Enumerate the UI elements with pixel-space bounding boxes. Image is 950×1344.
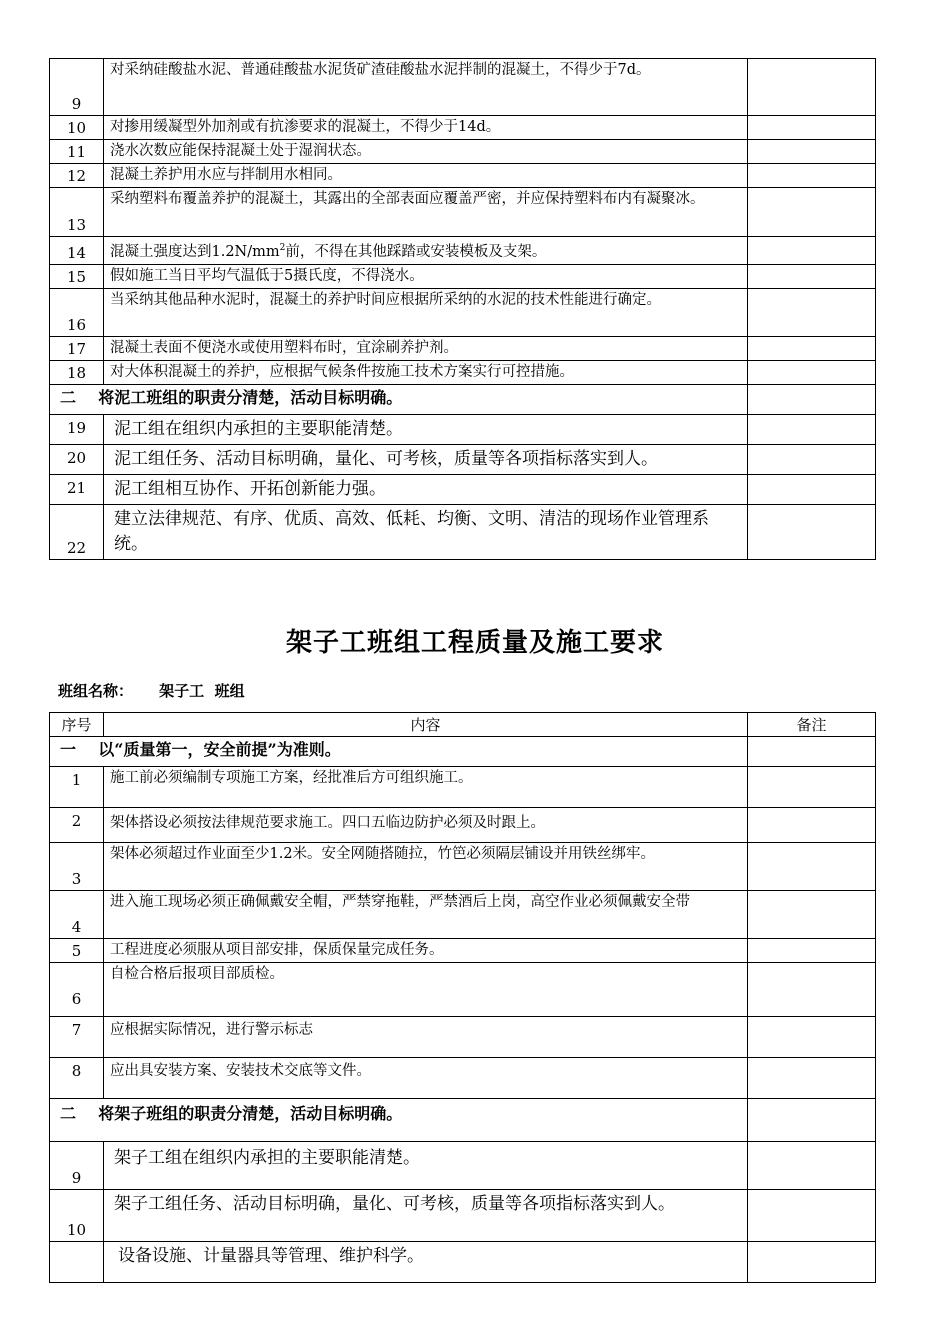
table-row xyxy=(50,444,876,474)
row-remark xyxy=(748,288,876,336)
row-content: 架体必须超过作业面至少1.2米。安全网随搭随拉，竹笆必须隔层铺设并用铁丝绑牢。 xyxy=(104,843,748,891)
team-name xyxy=(58,680,245,701)
table-row xyxy=(50,808,876,843)
row-content: 对掺用缓凝型外加剂或有抗渗要求的混凝土，不得少于14d。 xyxy=(104,116,748,140)
section-number: 二 xyxy=(60,387,77,407)
row-number: 14 xyxy=(50,237,104,265)
section-number: 一 xyxy=(60,740,77,759)
row-content: 自检合格后报项目部质检。 xyxy=(104,963,748,1017)
mason-requirements-table xyxy=(49,58,876,560)
row-number: 8 xyxy=(50,1058,104,1099)
table-row xyxy=(50,188,876,237)
row-content: 工程进度必须服从项目部安排，保质保量完成任务。 xyxy=(104,939,748,963)
table-row xyxy=(50,939,876,963)
row-remark xyxy=(748,843,876,891)
table-row xyxy=(50,504,876,559)
row-remark xyxy=(748,336,876,360)
superscript: 2 xyxy=(279,243,286,253)
section-number: 二 xyxy=(60,1104,77,1123)
header-row xyxy=(50,713,876,737)
team-label: 班组名称： xyxy=(58,682,134,700)
row-number: 19 xyxy=(50,414,104,444)
table-row xyxy=(50,1190,876,1242)
table-row xyxy=(50,843,876,891)
row-number: 7 xyxy=(50,1017,104,1058)
table-row xyxy=(50,164,876,188)
table-row xyxy=(50,116,876,140)
row-content: 应出具安装方案、安装技术交底等文件。 xyxy=(104,1058,748,1099)
row-remark xyxy=(748,1099,876,1142)
row-remark xyxy=(748,767,876,808)
row-remark xyxy=(748,237,876,265)
row-remark xyxy=(748,164,876,188)
row-content: 架子工组任务、活动目标明确，量化、可考核，质量等各项指标落实到人。 xyxy=(104,1190,748,1242)
row-remark xyxy=(748,360,876,384)
row-number: 1 xyxy=(50,767,104,808)
row-remark xyxy=(748,1017,876,1058)
row-remark xyxy=(748,188,876,237)
scaffolder-requirements-table xyxy=(49,712,876,1283)
row-remark xyxy=(748,384,876,414)
row-content: 设备设施、计量器具等管理、维护科学。 xyxy=(104,1242,748,1283)
row-number: 18 xyxy=(50,360,104,384)
row-remark xyxy=(748,140,876,164)
row-number: 10 xyxy=(50,116,104,140)
row-number: 12 xyxy=(50,164,104,188)
section-heading xyxy=(50,1099,748,1142)
row-number: 3 xyxy=(50,843,104,891)
row-content: 浇水次数应能保持混凝土处于湿润状态。 xyxy=(104,140,748,164)
row-content: 混凝土养护用水应与拌制用水相同。 xyxy=(104,164,748,188)
table-row xyxy=(50,1017,876,1058)
row-content: 进入施工现场必须正确佩戴安全帽，严禁穿拖鞋，严禁酒后上岗，高空作业必须佩戴安全带 xyxy=(104,891,748,939)
row-remark xyxy=(748,808,876,843)
section-title: 将架子班组的职责分清楚，活动目标明确。 xyxy=(98,1104,403,1123)
table-row xyxy=(50,1142,876,1190)
row-number: 6 xyxy=(50,963,104,1017)
table-row xyxy=(50,1058,876,1099)
row-number: 9 xyxy=(50,59,104,116)
row-number: 9 xyxy=(50,1142,104,1190)
row-content: 泥工组相互协作、开拓创新能力强。 xyxy=(104,474,748,504)
table-row xyxy=(50,264,876,288)
row-content: 采纳塑料布覆盖养护的混凝土，其露出的全部表面应覆盖严密，并应保持塑料布内有凝聚冰。 xyxy=(104,188,748,237)
row-content: 当采纳其他品种水泥时，混凝土的养护时间应根据所采纳的水泥的技术性能进行确定。 xyxy=(104,288,748,336)
table-row xyxy=(50,140,876,164)
row-number: 10 xyxy=(50,1190,104,1242)
row-remark xyxy=(748,1242,876,1283)
row-remark xyxy=(748,264,876,288)
row-content: 对采纳硅酸盐水泥、普通硅酸盐水泥货矿渣硅酸盐水泥拌制的混凝土，不得少于7d。 xyxy=(104,59,748,116)
page-title: 架子工班组工程质量及施工要求 xyxy=(285,628,664,658)
row-number: 2 xyxy=(50,808,104,843)
table-row xyxy=(50,891,876,939)
row-remark xyxy=(748,59,876,116)
table-row xyxy=(50,963,876,1017)
row-remark xyxy=(748,414,876,444)
section-row xyxy=(50,384,876,414)
row-content: 假如施工当日平均气温低于5摄氏度，不得浇水。 xyxy=(104,264,748,288)
row-remark xyxy=(748,504,876,559)
table-row xyxy=(50,474,876,504)
table-row xyxy=(50,59,876,116)
row-number xyxy=(50,1242,104,1283)
row-number: 4 xyxy=(50,891,104,939)
table-row xyxy=(50,336,876,360)
row-content: 施工前必须编制专项施工方案，经批准后方可组织施工。 xyxy=(104,767,748,808)
row-number: 11 xyxy=(50,140,104,164)
row-content: 架体搭设必须按法律规范要求施工。四口五临边防护必须及时跟上。 xyxy=(104,808,748,843)
row-remark xyxy=(748,1058,876,1099)
row-content: 架子工组在组织内承担的主要职能清楚。 xyxy=(104,1142,748,1190)
row-content: 混凝土表面不便浇水或使用塑料布时，宜涂刷养护剂。 xyxy=(104,336,748,360)
row-remark xyxy=(748,474,876,504)
content-text: 前，不得在其他踩踏或安装模板及支架。 xyxy=(285,243,547,260)
row-number: 17 xyxy=(50,336,104,360)
row-remark xyxy=(748,939,876,963)
row-content xyxy=(104,237,748,265)
header-remark: 备注 xyxy=(748,713,876,737)
header-content: 内容 xyxy=(104,713,748,737)
section-row xyxy=(50,737,876,767)
table-row xyxy=(50,360,876,384)
table-row xyxy=(50,767,876,808)
row-remark xyxy=(748,116,876,140)
row-content: 泥工组任务、活动目标明确，量化、可考核，质量等各项指标落实到人。 xyxy=(104,444,748,474)
row-remark xyxy=(748,1142,876,1190)
row-remark xyxy=(748,963,876,1017)
row-number: 16 xyxy=(50,288,104,336)
row-number: 13 xyxy=(50,188,104,237)
row-remark xyxy=(748,1190,876,1242)
section-title: 以“质量第一，安全前提”为准则。 xyxy=(98,740,341,759)
table-row xyxy=(50,237,876,265)
section-title: 将泥工班组的职责分清楚，活动目标明确。 xyxy=(98,387,403,407)
section-heading xyxy=(50,384,748,414)
row-number: 15 xyxy=(50,264,104,288)
row-number: 22 xyxy=(50,504,104,559)
section-row xyxy=(50,1099,876,1142)
row-remark xyxy=(748,444,876,474)
row-content: 对大体积混凝土的养护，应根据气候条件按施工技术方案实行可控措施。 xyxy=(104,360,748,384)
row-remark xyxy=(748,737,876,767)
table-row xyxy=(50,414,876,444)
table-row xyxy=(50,1242,876,1283)
content-text: 混凝土强度达到1.2N/mm xyxy=(110,243,280,260)
team-value: 架子工 班组 xyxy=(159,682,245,700)
table-row xyxy=(50,288,876,336)
header-number: 序号 xyxy=(50,713,104,737)
row-remark xyxy=(748,891,876,939)
row-content: 建立法律规范、有序、优质、高效、低耗、均衡、文明、清洁的现场作业管理系统。 xyxy=(104,504,748,559)
row-number: 20 xyxy=(50,444,104,474)
row-number: 5 xyxy=(50,939,104,963)
row-number: 21 xyxy=(50,474,104,504)
row-content: 泥工组在组织内承担的主要职能清楚。 xyxy=(104,414,748,444)
section-heading xyxy=(50,737,748,767)
row-content: 应根据实际情况，进行警示标志 xyxy=(104,1017,748,1058)
